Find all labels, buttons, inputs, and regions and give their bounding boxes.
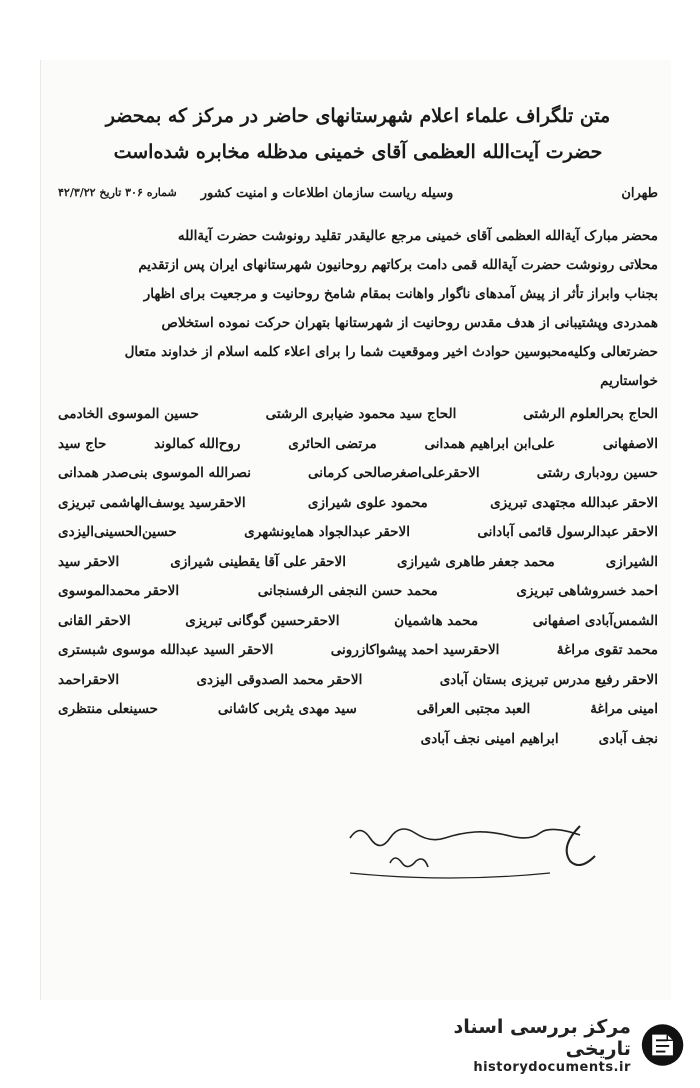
signatory-name: الحاج بحرالعلوم الرشتی — [523, 406, 658, 422]
signatory-name: الاحقراحمد — [58, 671, 120, 688]
title-line-1: متن تلگراف علماء اعلام شهرستانهای حاضر در مرکز که بمحضر — [105, 105, 611, 127]
body-line: محلاتی رونوشت حضرت آیةالله قمی دامت برکاتهم روحانیون شهرستانهای ایران پس ازتقدیم — [138, 257, 658, 273]
signatory-name: الاحقر عبدالجواد همایونشهری — [244, 524, 410, 540]
signatory-name: حسین‌الحسینی‌الیزدی — [58, 524, 177, 540]
signatory-name: حاج سید — [58, 435, 107, 452]
signatory-name: مرتضی الحائری — [288, 435, 377, 452]
via-line: وسیله ریاست سازمان اطلاعات و امنیت کشور — [200, 186, 454, 201]
signatory-name: الاحقر عبدالرسول قائمی آبادانی — [477, 524, 658, 540]
signatory-name: حسین رودباری رشتی — [536, 465, 658, 481]
signatory-name: الاحقر علی آقا یقطینی شیرازی — [170, 553, 346, 570]
signatory-name: الاحقر عبدالله مجتهدی تبریزی — [490, 494, 658, 511]
signatory-name: محمد تقوی مراغهٔ — [556, 642, 658, 658]
city: طهران — [621, 186, 658, 201]
signatories-row — [58, 400, 658, 430]
body-line: بجناب وابراز تأثر از پیش آمدهای ناگوار واهانت بمقام شامخ روحانیت و مرجعیت برای اظهار — [143, 286, 658, 302]
signatories-row — [58, 430, 658, 460]
signatory-name: الاصفهانی — [602, 435, 658, 452]
signatory-name: حسینعلی منتظری — [58, 701, 158, 717]
signatory-name: الاحقر القانی — [58, 612, 131, 629]
body-line: همدردی وپشتیبانی از هدف مقدس روحانیت از شهرستانها بتهران حرکت نموده استخلاص — [161, 315, 658, 331]
signatory-name: الاحقرعلی‌اصغرصالحی کرمانی — [308, 465, 480, 481]
signatory-name: الاحقر السید عبدالله موسوی شبستری — [58, 642, 274, 658]
signatory-name: الشمس‌آبادی اصفهانی — [532, 612, 658, 629]
signatory-name: نصرالله الموسوی بنی‌صدر همدانی — [58, 465, 252, 481]
signatory-name: محمد هاشمیان — [394, 612, 479, 629]
signatory-name: روح‌الله کمالوند — [154, 435, 241, 452]
signatories-row — [58, 695, 658, 725]
telegram-body — [58, 222, 658, 396]
telegram-number: شماره ۳۰۶ تاریخ ۴۲/۳/۲۲ — [58, 186, 177, 199]
signatory-name: الاحقر رفیع مدرس تبریزی بستان آبادی — [439, 671, 658, 688]
signatory-name: الاحقرحسین گوگانی تبریزی — [185, 612, 340, 629]
telegram-document — [58, 98, 658, 754]
body-line: محضر مبارک آیةالله العظمی آقای خمینی مرجع عالیقدر تقلید رونوشت حضرت آیةالله — [177, 228, 658, 244]
signatories-row — [58, 518, 658, 548]
signatory-name: محمد جعفر طاهری شیرازی — [396, 553, 555, 570]
body-line: خواستاریم — [600, 373, 658, 389]
signatory-name: احمد خسروشاهی تبریزی — [516, 583, 658, 599]
signatories-row — [58, 607, 658, 637]
site-url: historydocuments.ir — [473, 1059, 631, 1075]
signatory-name: الاحقرسید یوسف‌الهاشمی تبریزی — [58, 494, 246, 511]
signatory-name: الاحقر محمدالموسوی — [58, 583, 180, 599]
telegram-header — [58, 186, 658, 208]
signatories-row — [58, 725, 658, 755]
signatories-row — [58, 459, 658, 489]
signatories-list — [58, 400, 658, 754]
signatory-name: محمود علوی شیرازی — [307, 494, 428, 511]
signatory-name: نجف آبادی — [598, 730, 658, 747]
signatory-name: محمد حسن النجفی الرفسنجانی — [257, 583, 438, 599]
title-line-2: حضرت آیت‌الله العظمی آقای خمینی مدظله مخابره شده‌است — [113, 141, 603, 163]
signatory-name: الاحقرسید احمد پیشواکازرونی — [330, 642, 500, 658]
signatory-name: امینی مراغهٔ — [590, 701, 658, 717]
footer-watermark — [396, 1014, 686, 1076]
signatories-row — [58, 577, 658, 607]
document-title — [58, 98, 658, 170]
signatory-name: الحاج سید محمود ضیابری الرشتی — [265, 406, 457, 422]
signatory-name: العبد مجتبی العراقی — [416, 701, 531, 717]
body-line: حضرتعالی وکلیه‌محبوسین حوادث اخیر وموقعیت شما را برای اعلاء کلمه اسلام از خداوند متعال — [124, 344, 658, 360]
signatory-name: الشیرازی — [605, 553, 658, 570]
signatory-name: الاحقر محمد الصدوقی الیزدی — [196, 671, 363, 688]
signatory-name: الاحقر سید — [58, 553, 120, 570]
signatories-row — [58, 636, 658, 666]
signatory-name: ابراهیم امینی نجف آبادی — [420, 730, 559, 747]
signatory-name: حسین الموسوی الخادمی — [58, 406, 199, 422]
signatories-row — [58, 548, 658, 578]
archive-logo-icon — [639, 1020, 686, 1070]
signatories-row — [58, 489, 658, 519]
handwritten-annotation — [330, 818, 620, 888]
signatory-name: سید مهدی یثربی کاشانی — [217, 701, 357, 717]
signatories-row — [58, 666, 658, 696]
signatory-name: علی‌ابن ابراهیم همدانی — [424, 435, 556, 452]
brand-name: مرکز بررسی اسناد تاریخی — [453, 1015, 631, 1060]
